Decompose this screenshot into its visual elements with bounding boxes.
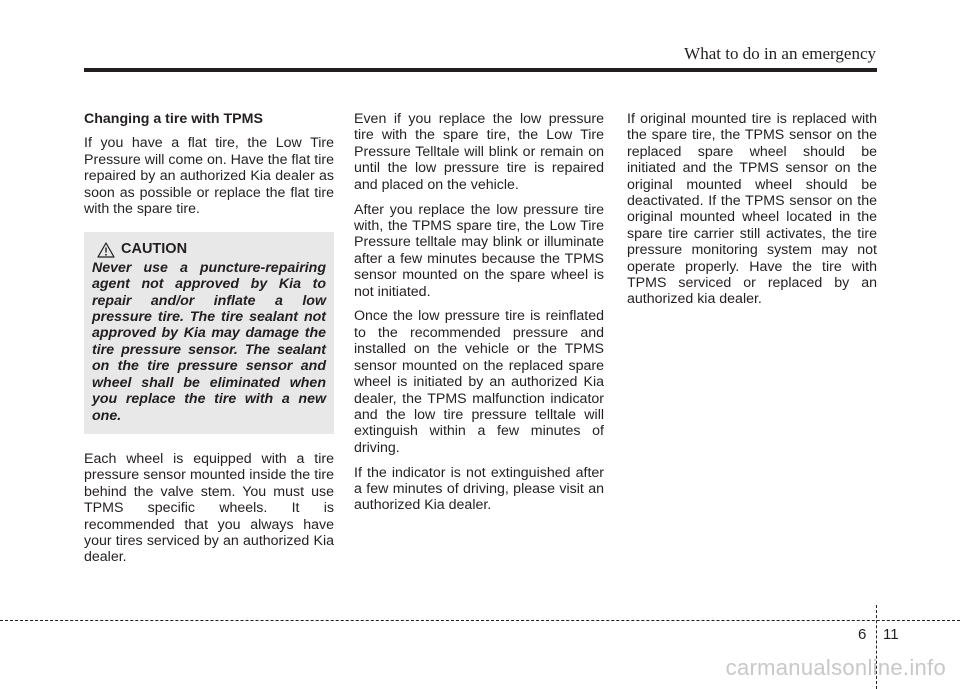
paragraph: If you have a flat tire, the Low Tire Pressure will come on. Have the flat tire repaired by an authorized Kia dealer as soon as possible or replace the flat tire with the spare tire.: [84, 135, 334, 218]
paragraph: After you replace the low pressure tire with, the TPMS spare tire, the Low Tire Pressure telltale may blink or illuminate after a few minutes because the TPMS sensor mounted on the spare wheel is not initiated.: [354, 201, 604, 300]
paragraph: Once the low pressure tire is reinflated to the recommended pressure and installed on the vehicle or the TPMS sensor mounted on the replaced spare wheel is initiated by an authorized Kia dealer, the TPMS malfunction indicator and the low tire pressure telltale will extinguish within a few minutes of driving.: [354, 308, 604, 456]
paragraph: If original mounted tire is replaced with the spare tire, the TPMS sensor on the replaced spare wheel should be initiated and the TPMS sensor on the original mounted wheel should be deactivated. If the TPMS sensor on the original mounted wheel located in the spare tire carrier still activates, the tire pressure monitoring system may not operate properly. Have the tire with TPMS serviced or replaced by an authorized kia dealer.: [627, 111, 877, 308]
section-number: 6: [858, 626, 867, 643]
paragraph: Each wheel is equipped with a tire pressure sensor mounted inside the tire behind the valve stem. You must use TPMS specific wheels. It is recommended that you always have your tires serviced by an authorized Kia dealer.: [84, 450, 334, 566]
watermark: carmanualsonline.info: [725, 655, 946, 680]
text-column-2: [354, 111, 604, 522]
page-number: 11: [883, 626, 899, 643]
caution-title: CAUTION: [121, 241, 188, 258]
footer-rule: [0, 620, 960, 621]
caution-box: [84, 232, 334, 433]
paragraph: Even if you replace the low pressure tire with the spare tire, the Low Tire Pressure Telltale will blink or remain on until the low pressure tire is repaired and placed on the vehicle.: [354, 111, 604, 193]
paragraph: If the indicator is not extinguished after a few minutes of driving, please visit an authorized Kia dealer.: [354, 464, 604, 514]
header-rule: [84, 68, 877, 72]
warning-triangle-icon: [97, 242, 115, 258]
section-heading: Changing a tire with TPMS: [84, 111, 263, 127]
text-column-3: [627, 111, 877, 316]
chapter-title: What to do in an emergency: [684, 44, 876, 63]
caution-text: Never use a puncture-repairing agent not approved by Kia to repair and/or inflate a low pressure tire. The tire sealant not approved by Kia may damage the tire pressure sensor. The sealant on the tire pressure sensor and wheel shall be eliminated when you replace the tire with a new one.: [92, 259, 326, 424]
text-column-1: [84, 111, 334, 574]
caution-header: [92, 241, 326, 257]
